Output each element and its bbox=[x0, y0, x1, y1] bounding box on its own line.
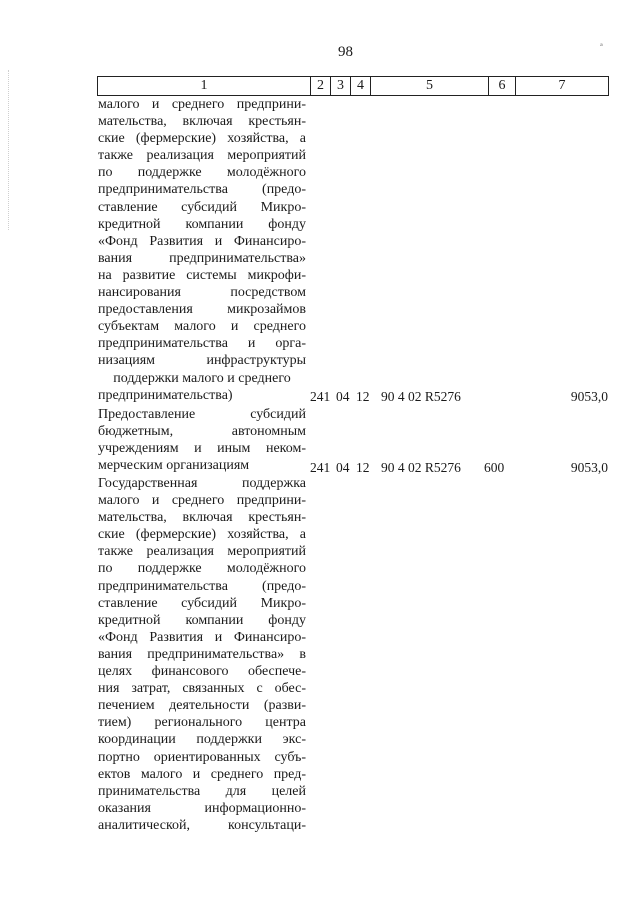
row2-expense-type: 600 bbox=[484, 460, 505, 475]
text-line: ские (фермерские) хозяйства, а bbox=[98, 131, 306, 147]
header-col-2: 2 bbox=[311, 77, 331, 95]
text-line: координации поддержки экс- bbox=[98, 732, 306, 748]
text-line: ния затрат, связанных с обес- bbox=[98, 681, 306, 697]
row2-grbs: 241 bbox=[310, 460, 331, 475]
text-line: учреждениям и иным неком- bbox=[98, 441, 306, 457]
text-line: мерческим организациям bbox=[98, 458, 250, 474]
text-line: поддержки малого и среднего bbox=[113, 370, 291, 386]
text-line: оказания информационно- bbox=[98, 800, 306, 816]
text-line: предпринимательства) bbox=[98, 387, 233, 403]
header-col-6: 6 bbox=[489, 77, 516, 95]
text-line: «Фонд Развития и Финансиро- bbox=[98, 233, 306, 249]
header-col-3: 3 bbox=[331, 77, 351, 95]
text-line: вания предпринимательства» в bbox=[98, 646, 306, 662]
text-line: бюджетным, автономным bbox=[98, 424, 306, 440]
corner-mark: ª bbox=[600, 42, 603, 53]
text-line: кредитной компании фонду bbox=[98, 216, 306, 232]
text-line: по поддержке молодёжного bbox=[98, 165, 306, 181]
text-line: портно ориентированных субъ- bbox=[98, 749, 306, 765]
text-line: мательства, включая крестьян- bbox=[98, 510, 306, 526]
description-block-continuation bbox=[98, 96, 306, 404]
text-line: Государственная поддержка bbox=[98, 476, 306, 491]
text-line: ставление субсидий Микро- bbox=[98, 199, 306, 215]
text-line: предпринимательства (предо- bbox=[98, 182, 306, 198]
text-line: печением деятельности (разви- bbox=[98, 698, 306, 714]
text-line: ектов малого и среднего пред- bbox=[98, 766, 306, 782]
row1-sum: 9053,0 bbox=[570, 389, 608, 404]
scan-margin-artifact bbox=[8, 70, 13, 230]
row1-target-article: 90 4 02 R5276 bbox=[381, 389, 461, 404]
text-line: ставление субсидий Микро- bbox=[98, 595, 306, 611]
header-col-7: 7 bbox=[558, 78, 566, 93]
page-number: 98 bbox=[338, 44, 353, 60]
header-col-5: 5 bbox=[371, 77, 489, 95]
text-line: малого и среднего предприни- bbox=[98, 493, 306, 509]
text-line: вания предпринимательства» bbox=[98, 250, 306, 266]
text-line: на развитие системы микрофи- bbox=[98, 267, 306, 283]
text-line: Предоставление субсидий bbox=[98, 407, 306, 422]
row2-subsection: 12 bbox=[356, 460, 370, 475]
text-line: также реализация мероприятий bbox=[98, 148, 306, 164]
text-line: целях финансового обеспече- bbox=[98, 664, 306, 680]
text-line: ские (фермерские) хозяйства, а bbox=[98, 527, 306, 543]
text-line: мательства, включая крестьян- bbox=[98, 114, 306, 130]
text-line: тием) регионального центра bbox=[98, 715, 306, 731]
description-block-subsidies bbox=[98, 406, 306, 474]
row2-target-article: 90 4 02 R5276 bbox=[381, 460, 461, 475]
header-col-1: 1 bbox=[98, 77, 311, 95]
row1-subsection: 12 bbox=[356, 389, 370, 404]
text-line: кредитной компании фонду bbox=[98, 612, 306, 628]
header-col-4: 4 bbox=[351, 77, 371, 95]
text-line: нансирования посредством bbox=[98, 285, 306, 301]
text-line: аналитической, консультаци- bbox=[98, 817, 306, 833]
text-line: субъектам малого и среднего bbox=[98, 319, 306, 335]
text-line: предоставления микрозаймов bbox=[98, 302, 306, 318]
text-line: малого и среднего предприни- bbox=[98, 97, 306, 112]
text-line: принимательства для целей bbox=[98, 783, 306, 799]
row2-section: 04 bbox=[336, 460, 350, 475]
table-header-row bbox=[97, 76, 609, 96]
text-line: «Фонд Развития и Финансиро- bbox=[98, 629, 306, 645]
text-line: также реализация мероприятий bbox=[98, 544, 306, 560]
text-line: по поддержке молодёжного bbox=[98, 561, 306, 577]
row1-grbs: 241 bbox=[310, 389, 331, 404]
text-line: низациям инфраструктуры bbox=[98, 353, 306, 369]
row1-section: 04 bbox=[336, 389, 350, 404]
description-block-state-support bbox=[98, 475, 306, 834]
text-line: предпринимательства (предо- bbox=[98, 578, 306, 594]
row2-sum: 9053,0 bbox=[570, 460, 608, 475]
text-line: предпринимательства и орга- bbox=[98, 336, 306, 352]
